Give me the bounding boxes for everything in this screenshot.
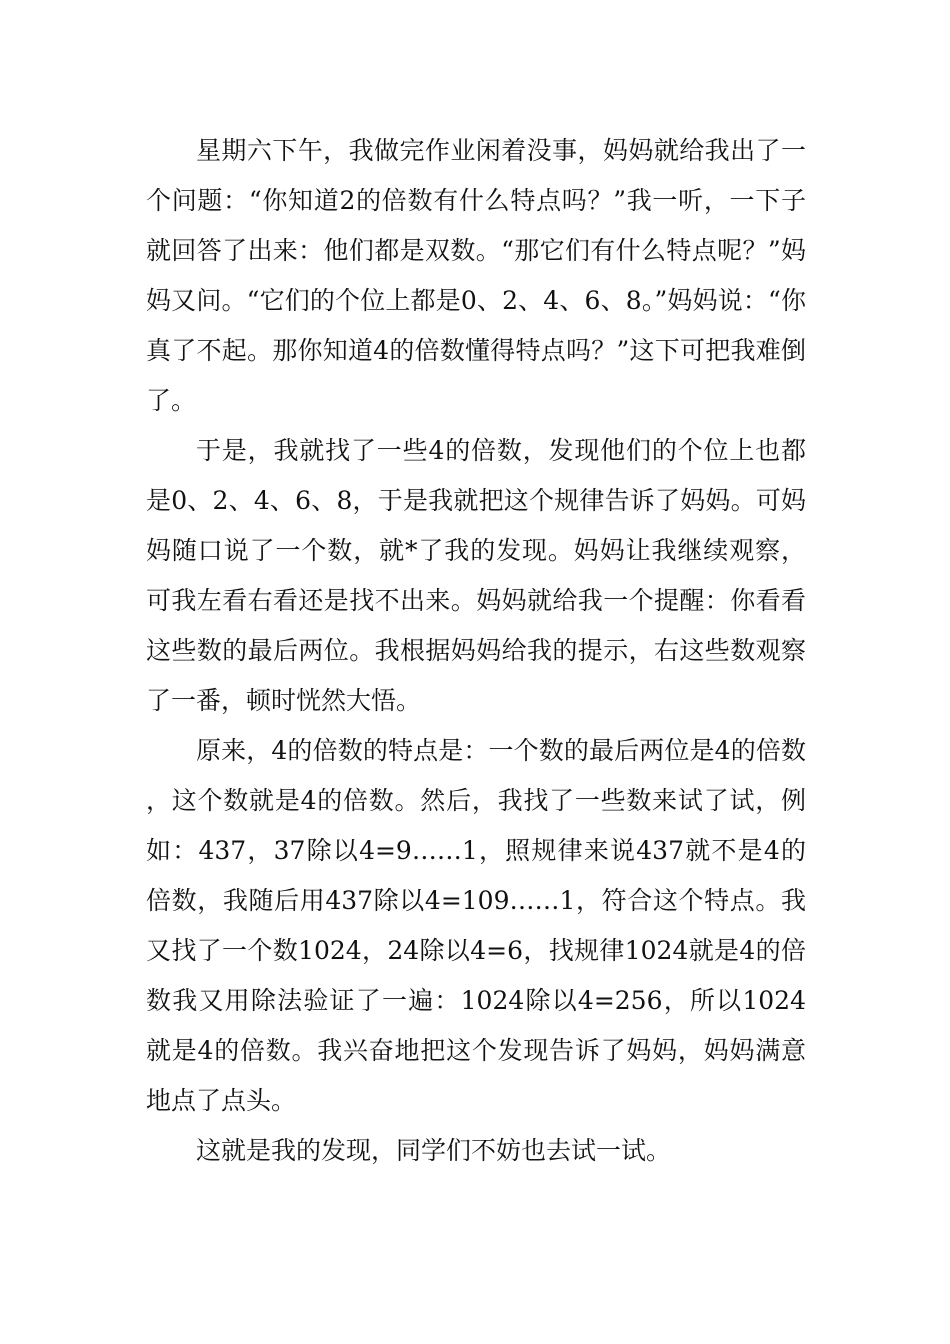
paragraph-3: 原来，4的倍数的特点是：一个数的最后两位是4的倍数，这个数就是4的倍数。然后，我找了一些数来试了试，例如：437，37除以4=9……1，照规律来说437就不是4的倍数，我随后用437除以4=109……1，符合这个特点。我又找了一个数1024，24除以4=6，找规律1024就是4的倍数我又用除法验证了一遍：1024除以4=256，所以1024就是4的倍数。我兴奋地把这个发现告诉了妈妈，妈妈满意地点了点头。 [146,736,806,1115]
document-body [146,126,806,1176]
paragraph-2: 于是，我就找了一些4的倍数，发现他们的个位上也都是0、2、4、6、8，于是我就把这个规律告诉了妈妈。可妈妈随口说了一个数，就*了我的发现。妈妈让我继续观察，可我左看右看还是找不出来。妈妈就给我一个提醒：你看看这些数的最后两位。我根据妈妈给我的提示，右这些数观察了一番，顿时恍然大悟。 [146,436,806,715]
paragraph-1: 星期六下午，我做完作业闲着没事，妈妈就给我出了一个问题：“你知道2的倍数有什么特点吗？”我一听，一下子就回答了出来：他们都是双数。“那它们有什么特点呢？”妈妈又问。“它们的个位上都是0、2、4、6、8。”妈妈说：“你真了不起。那你知道4的倍数懂得特点吗？”这下可把我难倒了。 [146,136,806,415]
paragraph-4: 这就是我的发现，同学们不妨也去试一试。 [196,1136,672,1165]
